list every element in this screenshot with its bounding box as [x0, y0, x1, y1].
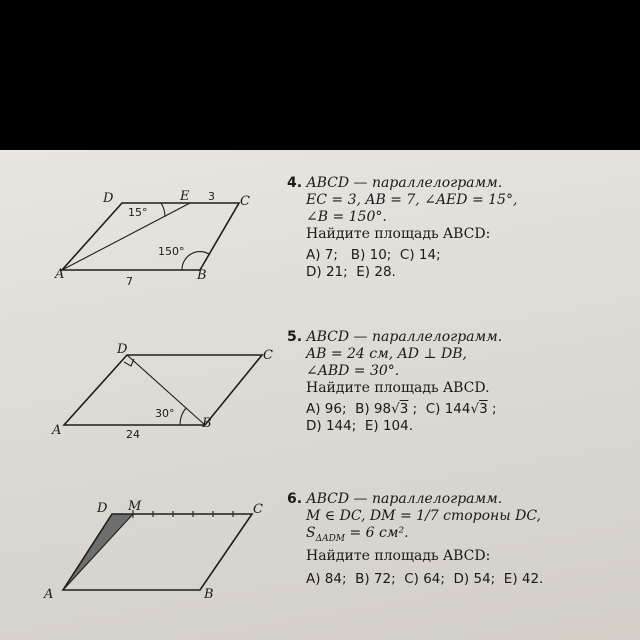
segment-ae [62, 203, 190, 270]
problem-6 [287, 491, 543, 588]
vertex-m-label: M [128, 499, 142, 514]
vertex-d-label: D [117, 342, 128, 357]
length-ab-label: 7 [126, 275, 133, 288]
answer-options-row2: D) 144; E) 104. [306, 418, 413, 434]
vertex-b-label: B [202, 416, 212, 431]
vertex-c-label: C [240, 194, 250, 209]
problem-question: Найдите площадь ABCD. [306, 380, 490, 396]
segment-am [63, 514, 133, 590]
angle-arc-aed [161, 203, 165, 217]
length-ec-label: 3 [208, 190, 215, 203]
problem-statement-line3: ∠ABD = 30°. [306, 363, 400, 379]
problem-statement-line2: M ∈ DC, DM = 1/7 стороны DC, [306, 508, 542, 524]
answer-options-row2: D) 21; E) 28. [306, 264, 396, 280]
vertex-c-label: C [253, 502, 263, 517]
answer-options-row1: A) 7; B) 10; C) 14; [306, 247, 441, 263]
problem-number: 6. [287, 491, 303, 507]
vertex-a-label: A [44, 587, 54, 602]
figure-4 [54, 189, 250, 288]
vertex-b-label: B [197, 268, 207, 283]
angle-b-label: 150° [158, 245, 185, 258]
vertex-e-label: E [180, 189, 190, 204]
problem-statement-line1: ABCD — параллелограмм. [306, 491, 503, 507]
problem-4 [287, 175, 517, 281]
vertex-d-label: D [103, 191, 114, 206]
problem-statement-line3: ∠B = 150°. [306, 209, 387, 225]
problem-question: Найдите площадь ABCD: [306, 226, 491, 242]
vertex-b-label: B [204, 587, 214, 602]
problem-number: 4. [287, 175, 303, 191]
angle-arc-abd [180, 408, 186, 425]
angle-abd-label: 30° [155, 407, 175, 420]
angle-aed-label: 15° [128, 206, 148, 219]
parallelogram-abcd-4 [62, 203, 239, 270]
figure-6 [43, 499, 263, 602]
problem-5 [287, 329, 502, 435]
problem-statement-line2: AB = 24 см, AD ⊥ DB, [306, 346, 468, 362]
answer-options-row1: A) 96; B) 98√3 ; C) 144√3 ; [306, 401, 497, 417]
vertex-d-label: D [97, 501, 108, 516]
problem-question: Найдите площадь ABCD: [306, 547, 491, 564]
vertex-a-label: A [55, 267, 65, 282]
problem-statement-line1: ABCD — параллелограмм. [306, 175, 503, 191]
problem-number: 5. [287, 329, 303, 345]
answer-options-row1: A) 84; B) 72; C) 64; D) 54; E) 42. [306, 570, 544, 587]
figure-5 [51, 342, 273, 441]
length-ab-label: 24 [126, 428, 140, 441]
vertex-c-label: C [263, 348, 273, 363]
problem-statement-line1: ABCD — параллелограмм. [306, 329, 503, 345]
problem-statement-line3: $S_{\Delta ADM} = 6$ см². [306, 525, 409, 544]
vertex-a-label: A [52, 423, 62, 438]
problem-statement-line2: EC = 3, AB = 7, ∠AED = 15°, [306, 192, 518, 208]
